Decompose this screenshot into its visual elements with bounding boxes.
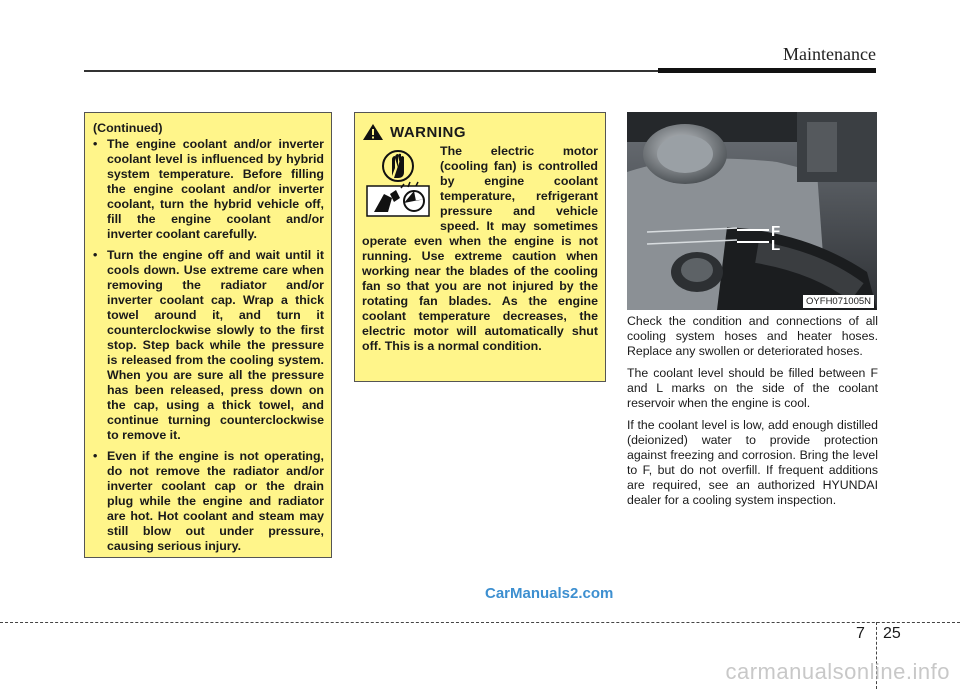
caution-bullet: • The engine coolant and/or inverter coolant level is influenced by hybrid system temperature. Before filling the engine coolant and/or inverter coolant, turn the hybrid vehicle off, fill the engine coolant and/or inverter coolant carefully. xyxy=(93,137,324,242)
caution-bullet: • Turn the engine off and wait until it cools down. Use extreme care when removing the radiator and/or inverter coolant cap. Wrap a thick towel around it, and turn it counterclockwise slowly to the first stop. Step back while the pressure is released from the cooling system. When you are sure all the pressure has been released, press down on the cap, using a thick towel, and continue turning counterclockwise to remove it. xyxy=(93,248,324,443)
fan-hazard-icon xyxy=(364,146,432,218)
section-title: Maintenance xyxy=(783,44,876,64)
warning-box xyxy=(354,112,606,382)
header-rule xyxy=(84,70,676,72)
warning-text: The electric motor (cooling fan) is controlled by engine coolant temperature, refrigerant pressure and vehicle speed. It may sometimes operate even when the engine is not running. Use extreme caution when working near the blades of the cooling fan so that you are not injured by the rotating fan blades. As the engine coolant temperature decreases, the electric motor will automatically shut off. This is a normal condition. xyxy=(362,144,598,353)
warning-label: WARNING xyxy=(390,123,466,141)
body-paragraph: If the coolant level is low, add enough distilled (deionized) water to provide protection against freezing and corrosion. Bring the level to F, but do not overfill. If frequent additions are required, see an authorized HYUNDAI dealer for a cooling system inspection. xyxy=(627,418,878,507)
coolant-reservoir-illustration xyxy=(627,112,877,310)
mark-f-label: F xyxy=(771,223,781,240)
page-number: 25 xyxy=(883,625,901,642)
chapter-number: 7 xyxy=(856,625,865,642)
watermark-link[interactable]: CarManuals2.com xyxy=(485,585,614,602)
footer-divider xyxy=(0,622,960,623)
continued-label: (Continued) xyxy=(93,121,163,135)
body-paragraph: The coolant level should be filled between F and L marks on the side of the coolant reservoir when the engine is cool. xyxy=(627,366,878,410)
warning-triangle-icon xyxy=(362,123,384,141)
warning-header xyxy=(362,121,598,143)
caution-box xyxy=(84,112,332,558)
footer-site-watermark: carmanualsonline.info xyxy=(725,659,950,684)
body-text xyxy=(627,314,878,515)
mark-l-label: L xyxy=(771,237,781,254)
photo-code: OYFH071005N xyxy=(803,295,874,308)
caution-bullet: • Even if the engine is not operating, do not remove the radiator and/or inverter coolant cap or the drain plug while the engine and radiator are hot. Hot coolant and steam may still blow out under pressure, causing serious injury. xyxy=(93,449,324,554)
engine-bay-photo xyxy=(627,112,877,310)
header-rule-accent xyxy=(658,68,876,73)
body-paragraph: Check the condition and connections of all cooling system hoses and heater hoses. Replace any swollen or deteriorated hoses. xyxy=(627,314,878,358)
